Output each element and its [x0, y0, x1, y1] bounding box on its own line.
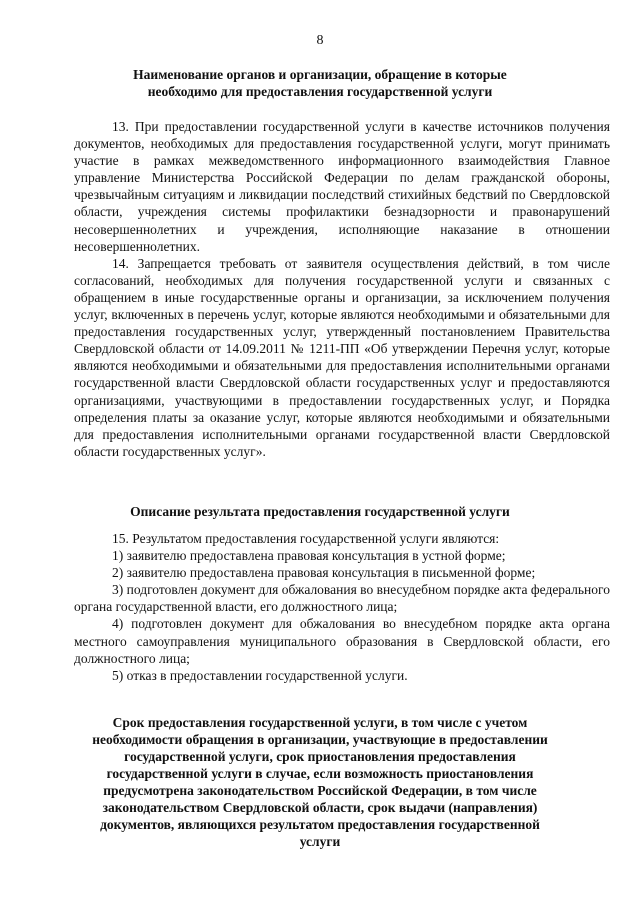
- heading-line: документов, являющихся результатом предоставления государственной: [100, 817, 540, 832]
- paragraph-15: 15. Результатом предоставления государственной услуги являются:: [112, 531, 500, 546]
- result-list-item: 1) заявителю предоставлена правовая консультация в устной форме;: [112, 548, 506, 564]
- result-list-item: 3) подготовлен документ для обжалования во внесудебном порядке акта федерального органа государственной власти, его должностного лица;: [74, 582, 610, 615]
- heading-line: Описание результата предоставления государственной услуги: [130, 504, 510, 519]
- heading-line: предусмотрена законодательством Российской Федерации, в том числе: [103, 783, 537, 798]
- section-heading-result: [0, 503, 640, 520]
- heading-line: государственной услуги в случае, если возможность приостановления: [106, 766, 534, 781]
- heading-line: необходимости обращения в организации, участвующие в предоставлении: [92, 732, 548, 747]
- section-heading-organizations: [0, 66, 640, 100]
- paragraph-14: 14. Запрещается требовать от заявителя осуществления действий, в том числе согласований, необходимых для получения государственной услуги и связанных с обращением в иные государственные органы и организации, за исключением получения услуг, включенных в перечень услуг, которые являются необходимыми и обязательными для предоставления государственных услуг, утвержденный постановлением Правительства Свердловской области от 14.09.2011 № 1211-ПП «Об утверждении Перечня услуг, которые являются необходимыми и обязательными для предоставления исполнительными органами государственной власти Свердловской области государственных услуг и предоставляются организациями, участвующими в предоставлении государственных услуг, и Порядка определения платы за оказание услуг, которые являются необходимыми и обязательными для предоставления исполнительными органами государственной власти Свердловской области государственных услуг».: [74, 255, 610, 459]
- section-body-result: [74, 530, 610, 684]
- result-list-item: 4) подготовлен документ для обжалования во внесудебном порядке акта органа местного самоуправления муниципального образования в Свердловской области, его должностного лица;: [74, 616, 610, 666]
- section-heading-terms: [0, 714, 640, 850]
- heading-line: Срок предоставления государственной услуги, в том числе с учетом: [112, 715, 528, 730]
- heading-line: Наименование органов и организации, обращение в которые: [133, 67, 507, 82]
- result-list-item: 5) отказ в предоставлении государственной услуги.: [112, 667, 408, 683]
- heading-line: услуги: [299, 834, 341, 849]
- heading-line: государственной услуги, срок приостановления предоставления: [124, 749, 516, 764]
- paragraph-13: 13. При предоставлении государственной услуги в качестве источников получения документов, необходимых для предоставления государственной услуги, могут принимать участие в рамках межведомственного информационного взаимодействия Главное управление Министерства Российской Федерации по делам гражданской обороны, чрезвычайным ситуациям и ликвидации последствий стихийных бедствий по Свердловской области, учреждения системы профилактики безнадзорности и правонарушений несовершеннолетних и учреждения, исполняющие наказание в отношении несовершеннолетних.: [74, 119, 610, 254]
- result-list-item: 2) заявителю предоставлена правовая консультация в письменной форме;: [112, 565, 536, 581]
- heading-line: необходимо для предоставления государственной услуги: [147, 84, 493, 99]
- heading-line: законодательством Свердловской области, срок выдачи (направления): [102, 800, 538, 815]
- page-number: 8: [316, 33, 324, 48]
- section-body-organizations: [74, 118, 610, 460]
